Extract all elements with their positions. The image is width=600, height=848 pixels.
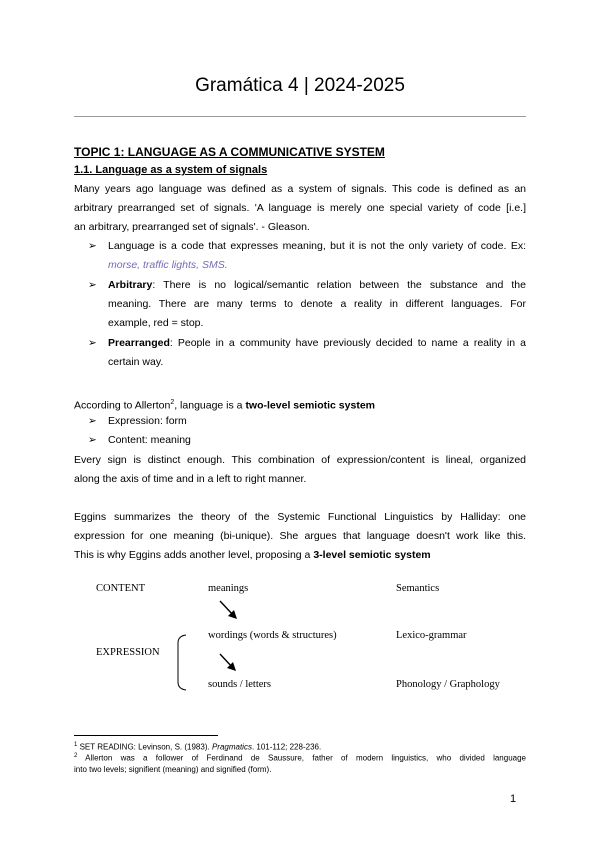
diagram-phonology: Phonology / Graphology xyxy=(396,679,500,690)
arrow-bullet-icon: ➢ xyxy=(88,279,97,291)
footnote-text: . 101-112; 228-236. xyxy=(251,742,322,752)
bullet-line: meaning. There are many terms to denote a reality in different languages. For xyxy=(108,298,526,311)
bracket-icon xyxy=(178,635,186,690)
page-number: 1 xyxy=(510,793,517,805)
footnote-italic: Pragmatics xyxy=(211,742,252,752)
paragraph-line: Eggins summarizes the theory of the Systemic Functional Linguistics by Halliday: one xyxy=(74,511,526,523)
bullet-text: Content: meaning xyxy=(108,434,191,446)
bullet-line: certain way. xyxy=(108,356,164,369)
page-title: Gramática 4 | 2024-2025 xyxy=(195,75,405,96)
bullet-text: : People in a community have previously decided to name a reality in a xyxy=(169,337,526,349)
footnote-text: into two levels; signifient (meaning) and signified (form). xyxy=(74,765,272,775)
paragraph-text: , language is a xyxy=(174,399,246,412)
diagram-wordings: wordings (words & structures) xyxy=(208,630,337,641)
paragraph-line: an arbitrary, prearranged set of signals'. - Gleason. xyxy=(74,221,310,234)
diagram-sounds: sounds / letters xyxy=(208,679,271,690)
paragraph-line: along the axis of time and in a left to right manner. xyxy=(74,473,307,486)
arrow-bullet-icon: ➢ xyxy=(88,434,97,446)
arrow-down-right-icon xyxy=(220,654,236,671)
paragraph-line: expression for one meaning (bi-unique). She argues that language doesn't work like this. xyxy=(74,530,526,543)
paragraph-text: According to Allerton xyxy=(74,399,171,412)
footnote-ref[interactable]: 2 xyxy=(170,399,175,406)
footnote-number: 2 xyxy=(74,753,78,759)
section-heading: 1.1. Language as a system of signals xyxy=(74,164,268,176)
paragraph-text: This is why Eggins adds another level, proposing a xyxy=(74,549,314,562)
term-two-level: two-level semiotic system xyxy=(245,399,375,412)
arrow-down-right-icon xyxy=(220,601,237,619)
diagram-meanings: meanings xyxy=(208,583,249,594)
footnote-divider xyxy=(74,735,218,736)
footnote-2 xyxy=(74,751,526,776)
paragraph-line: arbitrary prearranged set of signals. 'A language is merely one special variety of code [i.e.] xyxy=(74,202,526,215)
term-three-level: 3-level semiotic system xyxy=(313,549,431,562)
diagram-semantics: Semantics xyxy=(396,583,440,594)
footnote-text: SET READING: Levinson, S. (1983). xyxy=(79,742,212,752)
term-prearranged: Prearranged xyxy=(108,337,170,349)
arrow-bullet-icon: ➢ xyxy=(88,240,97,252)
bullet-text: Expression: form xyxy=(108,415,187,427)
bullet-line: example, red = stop. xyxy=(108,317,204,330)
term-arbitrary: Arbitrary xyxy=(108,279,153,291)
topic-heading: TOPIC 1: LANGUAGE AS A COMMUNICATIVE SYSTEM xyxy=(74,145,385,159)
bullet-text: Language is a code that expresses meaning, but it is not the only variety of code. Ex: xyxy=(108,240,526,252)
paragraph-line: Many years ago language was defined as a system of signals. This code is defined as an xyxy=(74,183,526,195)
bullet-examples: morse, traffic lights, SMS. xyxy=(108,259,228,272)
arrow-bullet-icon: ➢ xyxy=(88,337,97,349)
footnote-number: 1 xyxy=(74,742,78,748)
footnote-text: Allerton was a follower of Ferdinand de Saussure, father of modern linguistics, who divided language xyxy=(85,753,527,763)
diagram-expression-label: EXPRESSION xyxy=(96,647,160,658)
bullet-text: : There is no logical/semantic relation between the substance and the xyxy=(152,279,526,291)
paragraph-line: Every sign is distinct enough. This combination of expression/content is lineal, organized xyxy=(74,454,526,466)
diagram-lexicogrammar: Lexico-grammar xyxy=(396,630,467,641)
diagram-content-label: CONTENT xyxy=(96,583,145,594)
arrow-bullet-icon: ➢ xyxy=(88,415,97,427)
